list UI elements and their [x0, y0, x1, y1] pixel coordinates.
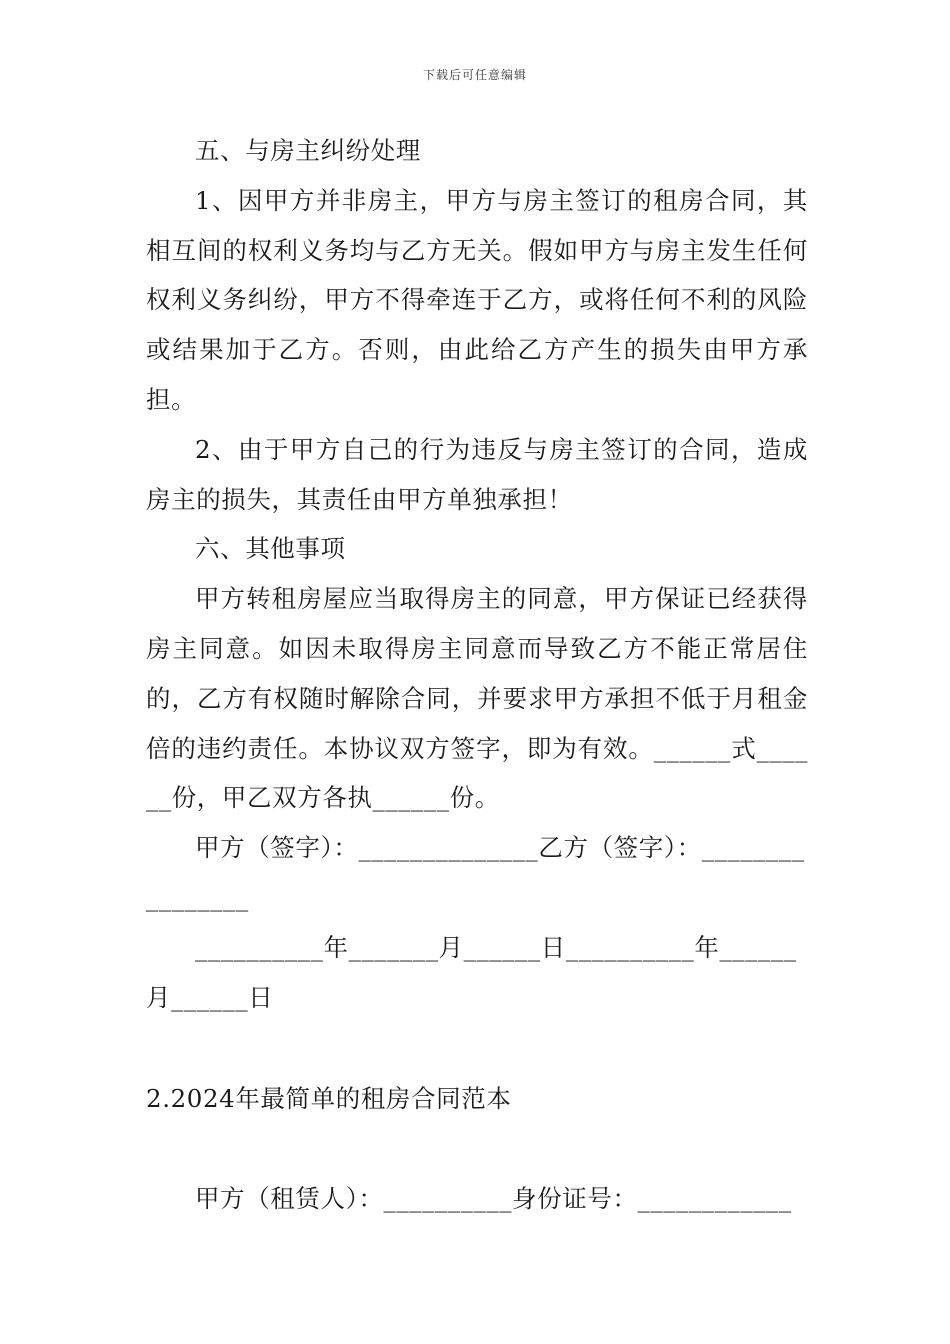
section-5-title: 五、与房主纠纷处理	[195, 136, 421, 165]
section-6-title: 六、其他事项	[195, 534, 346, 564]
date-line-continued: 月______日	[146, 982, 274, 1012]
contract-2-title: 2.2024年最简单的租房合同范本	[146, 1084, 512, 1114]
section-5-clause-1: 1、因甲方并非房主，甲方与房主签订的租房合同，其相互间的权利义务均与乙方无关。假如甲方与房主发生任何权利义务纠纷，甲方不得牵连于乙方，或将任何不利的风险或结果加于乙方。否则，由此给乙方产生的损失由甲方承担。	[146, 185, 808, 414]
signature-line: 甲方（签字）：______________乙方（签字）：________	[195, 833, 805, 863]
document-body	[146, 126, 808, 1224]
section-5-clause-2: 2、由于甲方自己的行为违反与房主签订的合同，造成房主的损失，其责任由甲方单独承担！	[146, 434, 808, 514]
signature-line-continued: ________	[146, 882, 249, 912]
contract-2-party-a: 甲方（租赁人）：__________身份证号：____________	[195, 1184, 792, 1214]
page-header: 下载后可任意编辑	[422, 68, 527, 82]
section-6-paragraph: 甲方转租房屋应当取得房主的同意，甲方保证已经获得房主同意。如因未取得房主同意而导致乙方不能正常居住的，乙方有权随时解除合同，并要求甲方承担不低于月租金倍的违约责任。本协议双方签字，即为有效。______式______份，甲乙双方各执______份。	[146, 584, 808, 813]
section-gap	[146, 1022, 808, 1074]
date-line: __________年_______月______日__________年______	[195, 932, 797, 962]
section-gap-2	[146, 1124, 808, 1174]
